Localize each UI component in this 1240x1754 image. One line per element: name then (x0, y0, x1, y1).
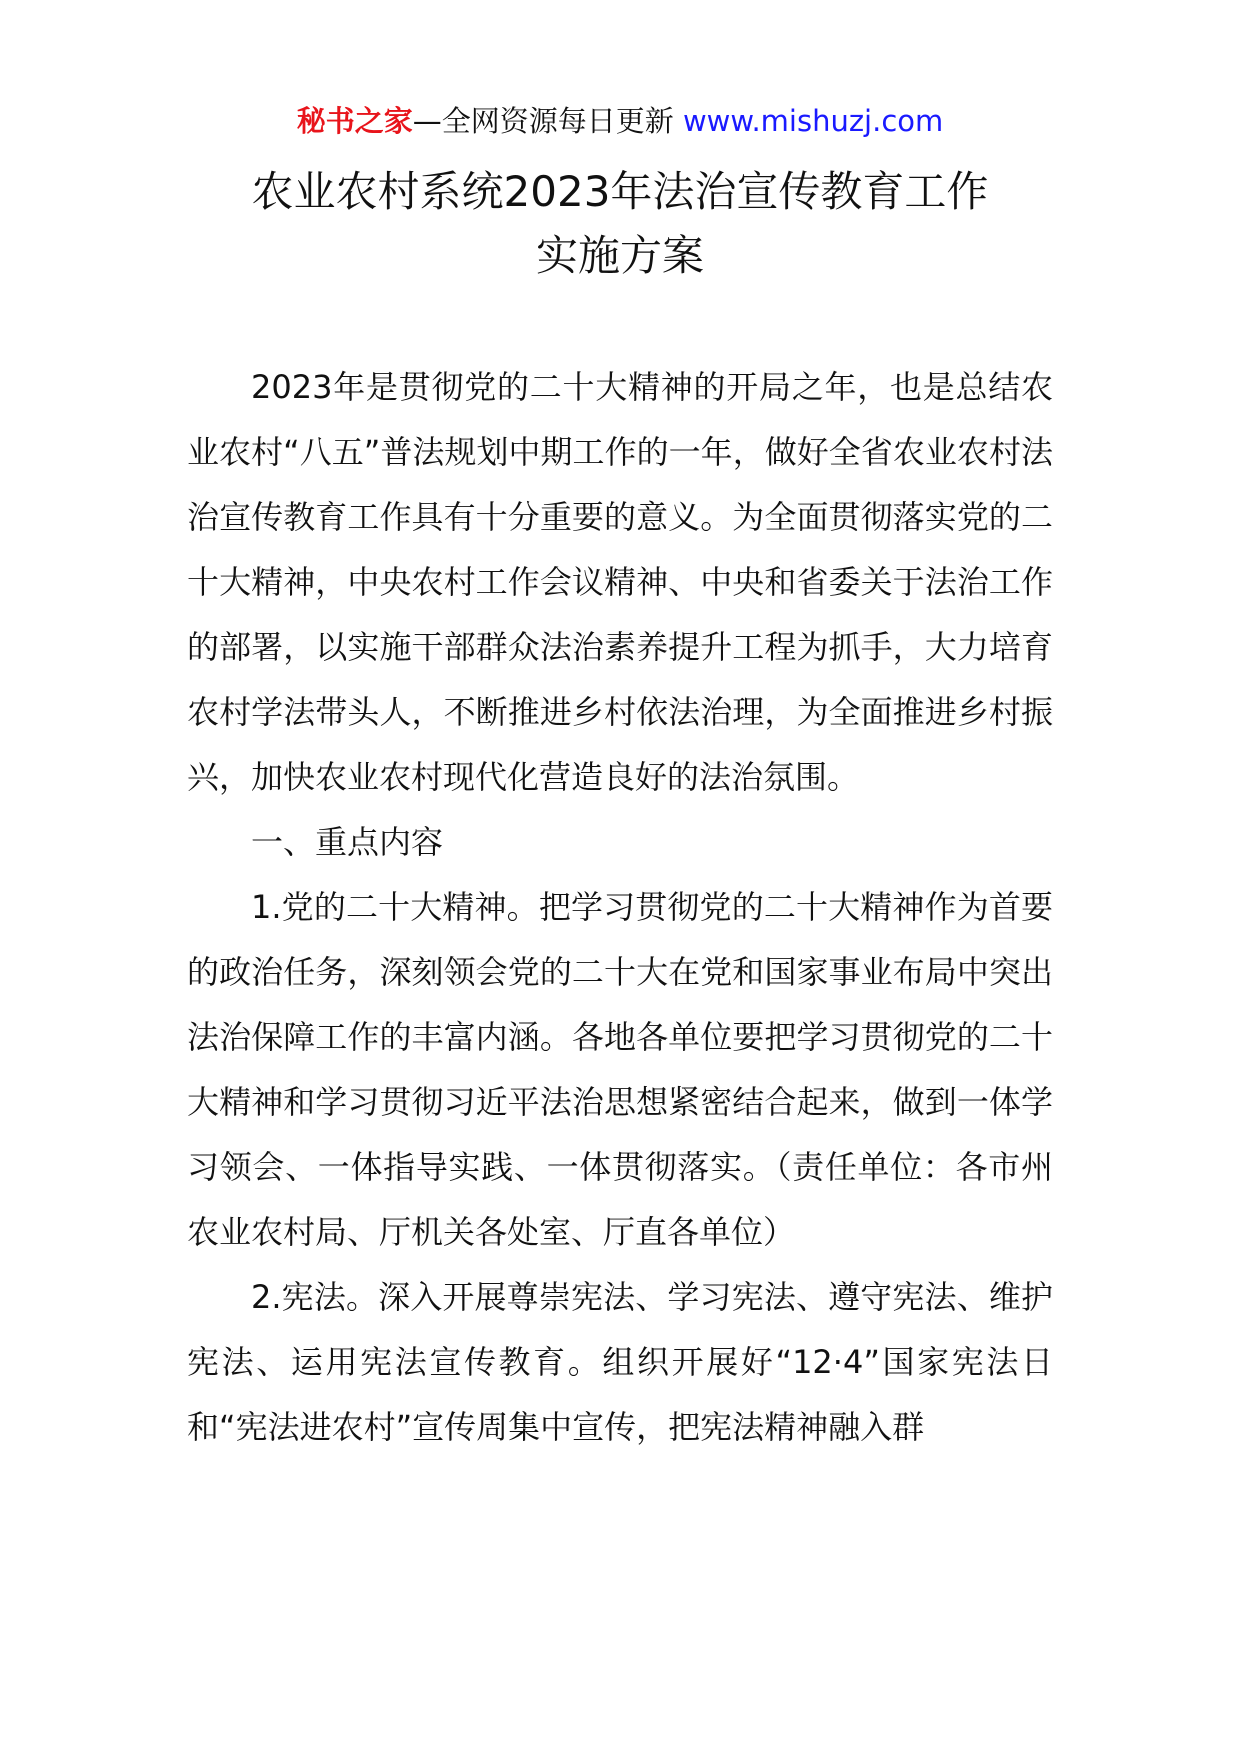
site-header (0, 101, 1240, 141)
paragraph-item-2: 2.宪法。深入开展尊崇宪法、学习宪法、遵守宪法、维护宪法、运用宪法宣传教育。组织开展好“12·4”国家宪法日和“宪法进农村”宣传周集中宣传，把宪法精神融入群 (187, 1278, 1053, 1446)
paragraph-intro: 2023年是贯彻党的二十大精神的开局之年，也是总结农业农村“八五”普法规划中期工作的一年，做好全省农业农村法治宣传教育工作具有十分重要的意义。为全面贯彻落实党的二十大精神，中央农村工作会议精神、中央和省委关于法治工作的部署，以实施干部群众法治素养提升工程为抓手，大力培育农村学法带头人，不断推进乡村依法治理，为全面推进乡村振兴，加快农业农村现代化营造良好的法治氛围。 (187, 368, 1053, 796)
title-line-1: 农业农村系统2023年法治宣传教育工作 (251, 167, 989, 216)
section-heading: 一、重点内容 (251, 823, 444, 861)
document-body (187, 355, 1053, 1460)
brand-name: 秘书之家 (296, 104, 413, 138)
title-line-2: 实施方案 (535, 231, 704, 280)
paragraph-item-1: 1.党的二十大精神。把学习贯彻党的二十大精神作为首要的政治任务，深刻领会党的二十大在党和国家事业布局中突出法治保障工作的丰富内涵。各地各单位要把学习贯彻党的二十大精神和学习贯彻习近平法治思想紧密结合起来，做到一体学习领会、一体指导实践、一体贯彻落实。（责任单位：各市州农业农村局、厅机关各处室、厅直各单位） (187, 888, 1053, 1251)
site-url-link[interactable]: www.mishuzj.com (682, 104, 944, 138)
document-title (0, 160, 1240, 288)
header-tagline: —全网资源每日更新 (412, 104, 674, 138)
